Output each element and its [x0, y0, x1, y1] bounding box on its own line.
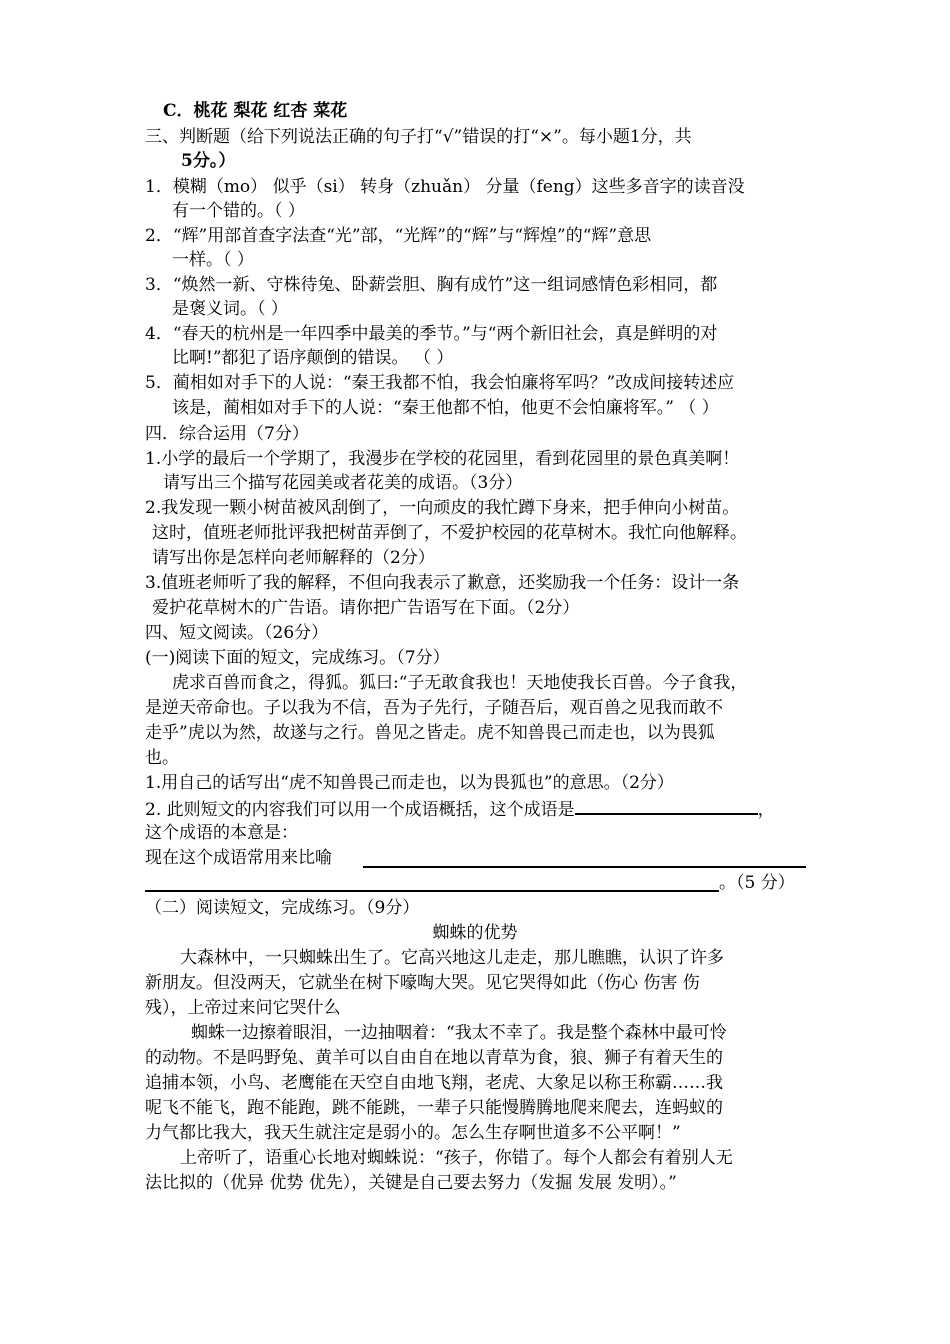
passage-1-q2-metaphor: 现在这个成语常用来比喻: [145, 848, 332, 868]
section-3-heading-cont: 5分。）: [181, 151, 236, 171]
metaphor-answer-line[interactable]: [363, 866, 806, 868]
passage-1-line-3: 走乎”虎以为然，故遂与之行。兽见之皆走。虎不知兽畏己而走也，以为畏狐: [145, 723, 715, 743]
passage-2-line-7: 呢飞不能飞，跑不能跑，跳不能跳，一辈子只能慢腾腾地爬来爬去，连蚂蚁的: [145, 1098, 723, 1118]
passage-1-q2-text: 2. 此则短文的内容我们可以用一个成语概括，这个成语是: [145, 800, 575, 820]
judge-q5-cont: 该是，蔺相如对手下的人说：“秦王他都不怕，他更不会怕廉将军。” （ ）: [172, 398, 719, 418]
judge-q1: 1．模糊（mo） 似乎（si） 转身（zhuǎn） 分量（feng）这些多音字的读音没: [145, 177, 745, 197]
judge-q4-cont: 比啊!”都犯了语序颠倒的错误。 （ ）: [172, 348, 454, 368]
passage-2-line-6: 追捕本领，小鸟、老鹰能在天空自由地飞翔，老虎、大象足以称王称霸……我: [145, 1073, 723, 1093]
judge-q2-cont: 一样。（ ）: [172, 250, 254, 270]
section-4-heading: 四．综合运用（7分）: [145, 424, 309, 444]
judge-q1-cont: 有一个错的。（ ）: [172, 201, 305, 221]
apply-q2: 2.我发现一颗小树苗被风刮倒了，一向顽皮的我忙蹲下身来，把手伸向小树苗。: [145, 498, 740, 518]
judge-q4: 4．“春天的杭州是一年四季中最美的季节。”与“两个新旧社会，真是鲜明的对: [145, 324, 718, 344]
apply-q2-cont1: 这时，值班老师批评我把树苗弄倒了，不爱护校园的花草树木。我忙向他解释。: [152, 523, 747, 543]
judge-q3: 3．“焕然一新、守株待兔、卧薪尝胆、胸有成竹”这一组词感情色彩相同，都: [145, 275, 718, 295]
reading-heading: 四、短文阅读。（26分）: [145, 623, 329, 643]
passage-2-line-1: 大森林中，一只蜘蛛出生了。它高兴地这儿走走，那儿瞧瞧，认识了许多: [180, 948, 724, 968]
passage-2-title: 蜘蛛的优势: [432, 923, 518, 943]
passage-2-line-2: 新朋友。但没两天，它就坐在树下嚎啕大哭。见它哭得如此（伤心 伤害 伤: [145, 973, 700, 993]
judge-q2: 2．“辉”用部首查字法查“光”部，“光辉”的“辉”与“辉煌”的“辉”意思: [145, 226, 652, 246]
passage-1-q2: [145, 797, 775, 821]
judge-q3-cont: 是褒义词。（ ）: [172, 299, 288, 319]
apply-q1: 1.小学的最后一个学期了，我漫步在学校的花园里，看到花园里的景色真美啊！: [145, 449, 740, 469]
passage-1-q1: 1.用自己的话写出“虎不知兽畏己而走也，以为畏狐也”的意思。（2分）: [145, 773, 674, 793]
option-c-line: C．桃花 梨花 红杏 菜花: [163, 101, 348, 121]
passage-2-line-4: 蜘蛛一边擦着眼泪，一边抽咽着：“我太不幸了。我是整个森林中最可怜: [191, 1023, 727, 1043]
reading-part-1-heading: (一)阅读下面的短文，完成练习。（7分）: [145, 648, 450, 668]
idiom-answer-blank[interactable]: [575, 797, 758, 815]
passage-1-line-2: 是逆天帝命也。子以我为不信，吾为子先行，子随吾后，观百兽之见我而敢不: [145, 698, 723, 718]
judge-q5: 5．蔺相如对手下的人说：“秦王我都不怕，我会怕廉将军吗？”改成间接转述应: [145, 373, 735, 393]
passage-1-line-1: 虎求百兽而食之，得狐。狐曰:“子无敢食我也！天地使我长百兽。今子食我，: [172, 673, 748, 693]
apply-q2-cont2: 请写出你是怎样向老师解释的（2分）: [152, 548, 435, 568]
passage-1-line-4: 也。: [145, 748, 179, 768]
passage-2-line-10: 法比拟的（优异 优势 优先），关键是自己要去努力（发掘 发展 发明）。”: [145, 1173, 677, 1193]
metaphor-answer-line-2[interactable]: [145, 890, 719, 892]
passage-2-line-5: 的动物。不是吗野兔、黄羊可以自由自在地以青草为食，狼、狮子有着天生的: [145, 1048, 723, 1068]
passage-2-line-3: 残），上帝过来问它哭什么: [145, 998, 341, 1018]
apply-q1-cont: 请写出三个描写花园美或者花美的成语。（3分）: [163, 473, 523, 493]
apply-q3: 3.值班老师听了我的解释，不但向我表示了歉意，还奖励我一个任务：设计一条: [145, 573, 740, 593]
passage-2-line-9: 上帝听了，语重心长地对蜘蛛说：“孩子，你错了。每个人都会有着别人无: [180, 1148, 733, 1168]
section-3-heading: 三、判断题（给下列说法正确的句子打“√”错误的打“×”。每小题1分，共: [145, 127, 692, 147]
apply-q3-cont: 爱护花草树木的广告语。请你把广告语写在下面。（2分）: [152, 598, 580, 618]
reading-part-2-heading: （二）阅读短文，完成练习。（9分）: [145, 898, 420, 918]
passage-1-q2-meaning: 这个成语的本意是：: [145, 823, 298, 843]
passage-2-line-8: 力气都比我大，我天生就注定是弱小的。怎么生存啊世道多不公平啊！”: [145, 1123, 681, 1143]
passage-1-q2-comma: ，: [757, 800, 775, 820]
passage-1-q2-score: 。（5 分）: [719, 873, 795, 893]
